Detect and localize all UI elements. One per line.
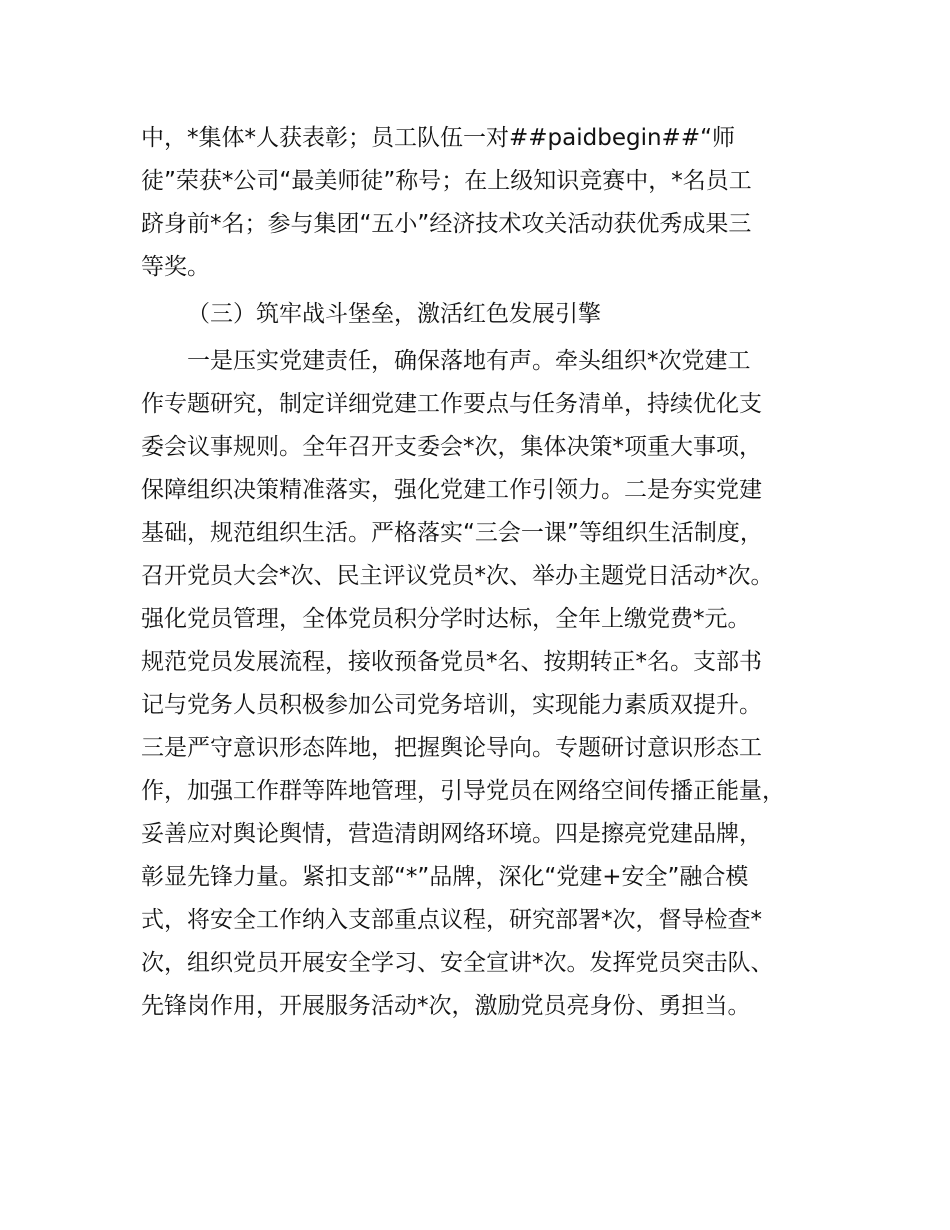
section-heading — [141, 293, 831, 336]
paragraph-continuation — [141, 117, 831, 289]
text-line: 委会议事规则。全年召开支委会*次，集体决策*项重大事项， — [141, 434, 762, 460]
text-line: 记与党务人员积极参加公司党务培训，实现能力素质双提升。 — [141, 692, 762, 718]
text-line: 次，组织党员开展安全学习、安全宣讲*次。发挥党员突击队、 — [141, 950, 774, 976]
paragraph-party-building — [141, 340, 831, 1028]
text-line: 妥善应对舆论舆情，营造清朗网络环境。四是擦亮党建品牌， — [141, 821, 762, 847]
text-line: 彰显先锋力量。紧扣支部“*”品牌，深化“党建+安全”融合模 — [141, 864, 749, 890]
text-line: 跻身前*名；参与集团“五小”经济技术攻关活动获优秀成果三 — [141, 211, 752, 237]
text-line: 强化党员管理，全体党员积分学时达标，全年上缴党费*元。 — [141, 606, 751, 632]
text-line: 规范党员发展流程，接收预备党员*名、按期转正*名。支部书 — [141, 649, 762, 675]
document-body — [141, 117, 831, 1028]
text-line: 等奖。 — [141, 254, 210, 280]
text-line: 保障组织决策精准落实，强化党建工作引领力。二是夯实党建 — [141, 477, 762, 503]
text-line: 基础，规范组织生活。严格落实“三会一课”等组织生活制度， — [141, 520, 763, 546]
text-line: 中，*集体*人获表彰；员工队伍一对##paidbegin##“师 — [141, 125, 736, 151]
text-line: 三是严守意识形态阵地，把握舆论导向。专题研讨意识形态工 — [141, 735, 762, 761]
text-line: 一是压实党建责任，确保落地有声。牵头组织*次党建工 — [187, 348, 751, 374]
text-line: 召开党员大会*次、民主评议党员*次、举办主题党日活动*次。 — [141, 563, 774, 589]
text-line: 作专题研究，制定详细党建工作要点与任务清单，持续优化支 — [141, 391, 762, 417]
section-heading-text: （三）筑牢战斗堡垒，激活红色发展引擎 — [187, 301, 601, 327]
text-line: 作，加强工作群等阵地管理，引导党员在网络空间传播正能量， — [141, 778, 785, 804]
text-line: 式，将安全工作纳入支部重点议程，研究部署*次，督导检查* — [141, 907, 762, 933]
text-line: 先锋岗作用，开展服务活动*次，激励党员亮身份、勇担当。 — [141, 993, 751, 1019]
text-line: 徒”荣获*公司“最美师徒”称号；在上级知识竞赛中，*名员工 — [141, 168, 752, 194]
